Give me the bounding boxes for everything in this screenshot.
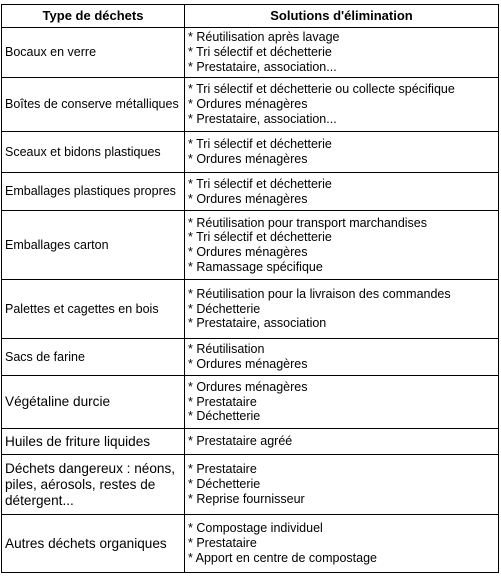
waste-type-cell: Huiles de friture liquides	[2, 429, 185, 455]
table-row	[2, 78, 499, 132]
solution-item: * Réutilisation après lavage	[188, 30, 340, 45]
solution-list	[188, 462, 495, 506]
solution-item: * Ordures ménagères	[188, 152, 308, 166]
header-row	[2, 5, 499, 28]
solution-list	[188, 380, 495, 424]
solutions-cell	[185, 173, 499, 211]
table-row	[2, 28, 499, 78]
table-row	[2, 429, 499, 455]
solution-item: * Prestataire, association...	[188, 111, 337, 126]
waste-type-cell: Boîtes de conserve métalliques	[2, 78, 185, 132]
solution-item: * Prestataire, association	[188, 316, 327, 331]
waste-disposal-table	[1, 4, 499, 573]
solution-item: * Apport en centre de compostage	[188, 550, 378, 565]
waste-type-cell: Bocaux en verre	[2, 28, 185, 78]
solution-item: * Ordures ménagères	[188, 191, 308, 206]
solution-item: * Ordures ménagères	[188, 379, 308, 394]
solution-item: * Tri sélectif et déchetterie ou collecte spécifique	[188, 82, 455, 97]
solutions-cell	[185, 132, 499, 173]
solution-list	[188, 342, 495, 371]
waste-type-cell: Autres déchets organiques	[2, 515, 185, 573]
solution-list	[188, 216, 495, 275]
solution-list	[188, 137, 495, 166]
waste-type-cell: Sceaux et bidons plastiques	[2, 132, 185, 173]
header-disposal-solutions: Solutions d'élimination	[185, 5, 499, 28]
solution-item: * Ordures ménagères	[188, 97, 308, 112]
solution-item: * Ramassage spécifique	[188, 259, 323, 274]
table-row	[2, 515, 499, 573]
table-row	[2, 455, 499, 515]
table-row	[2, 376, 499, 429]
solution-item: * Prestataire, association...	[188, 59, 337, 74]
waste-type-cell: Sacs de farine	[2, 339, 185, 376]
solution-item: * Réutilisation pour la livraison des commandes	[188, 286, 451, 301]
solution-item: * Reprise fournisseur	[188, 491, 305, 506]
solutions-cell	[185, 211, 499, 280]
table-row	[2, 173, 499, 211]
solution-item: * Prestataire agréé	[188, 434, 293, 449]
waste-type-cell: Emballages carton	[2, 211, 185, 280]
solution-item: * Tri sélectif et déchetterie	[188, 137, 332, 152]
solution-item: * Prestataire	[188, 536, 257, 551]
solutions-cell	[185, 280, 499, 339]
solution-item: * Réutilisation pour transport marchandises	[188, 215, 428, 230]
solutions-cell	[185, 455, 499, 515]
solution-item: * Ordures ménagères	[188, 245, 308, 259]
solutions-cell	[185, 376, 499, 429]
solution-list	[188, 30, 495, 74]
solution-item: * Réutilisation	[188, 342, 265, 357]
solutions-cell	[185, 28, 499, 78]
solution-item: * Tri sélectif et déchetterie	[188, 176, 332, 191]
solution-item: * Déchetterie	[188, 409, 261, 424]
solution-item: * Prestataire	[188, 462, 257, 477]
table-row	[2, 339, 499, 376]
solutions-cell	[185, 515, 499, 573]
header-waste-type: Type de déchets	[2, 5, 185, 28]
solution-item: * Ordures ménagères	[188, 357, 308, 371]
solution-item: * Tri sélectif et déchetterie	[188, 45, 332, 60]
solution-list	[188, 521, 495, 565]
solution-item: * Tri sélectif et déchetterie	[188, 230, 332, 245]
solutions-cell	[185, 339, 499, 376]
table-row	[2, 280, 499, 339]
solution-list	[188, 434, 495, 449]
solution-item: * Prestataire	[188, 394, 257, 409]
solution-item: * Déchetterie	[188, 477, 261, 492]
solution-list	[188, 287, 495, 331]
table-row	[2, 132, 499, 173]
waste-type-cell: Déchets dangereux : néons, piles, aérosols, restes de détergent...	[2, 455, 185, 515]
table-row	[2, 211, 499, 280]
waste-type-cell: Végétaline durcie	[2, 376, 185, 429]
solution-list	[188, 82, 495, 126]
solutions-cell	[185, 429, 499, 455]
solution-item: * Déchetterie	[188, 301, 261, 316]
waste-type-cell: Emballages plastiques propres	[2, 173, 185, 211]
solution-list	[188, 177, 495, 206]
solution-item: * Compostage individuel	[188, 521, 323, 536]
solutions-cell	[185, 78, 499, 132]
waste-type-cell: Palettes et cagettes en bois	[2, 280, 185, 339]
